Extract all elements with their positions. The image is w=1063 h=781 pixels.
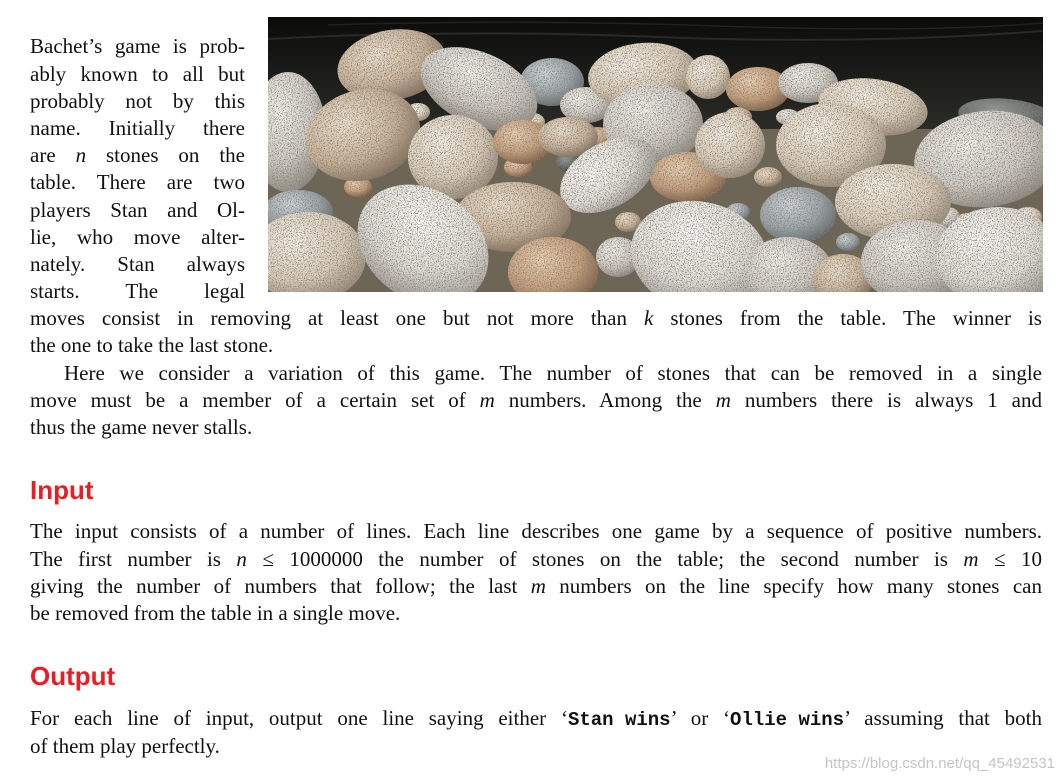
input-heading: Input bbox=[30, 475, 94, 505]
math-variable: n bbox=[236, 546, 247, 571]
watermark: https://blog.csdn.net/qq_45492531 bbox=[824, 755, 1055, 772]
text-run: nately. Stan always bbox=[30, 251, 245, 276]
math-variable: m bbox=[530, 573, 546, 598]
intro-line bbox=[30, 332, 1042, 359]
text-run: Bachet’s game is prob- bbox=[30, 34, 245, 59]
input-line bbox=[30, 573, 1042, 600]
intro-line bbox=[30, 61, 245, 88]
text-run: starts. The legal bbox=[30, 279, 245, 304]
text-run: probably not by this bbox=[30, 88, 245, 113]
statement-body bbox=[30, 33, 1042, 441]
intro-line bbox=[30, 278, 245, 305]
variation-line bbox=[30, 414, 1042, 441]
intro-line bbox=[30, 224, 245, 251]
text-run: ably known to all but bbox=[30, 61, 245, 86]
intro-line bbox=[30, 197, 245, 224]
math-variable: m bbox=[715, 387, 731, 412]
code-literal: Stan wins bbox=[567, 709, 671, 732]
intro-paragraph-beside-photo bbox=[30, 33, 1042, 305]
output-heading: Output bbox=[30, 661, 116, 691]
code-literal: Ollie wins bbox=[730, 709, 845, 732]
text-run: giving the number of numbers that follow; the last bbox=[30, 573, 531, 598]
text-run: be removed from the table in a single move. bbox=[30, 600, 401, 625]
text-run: stones from the table. The winner is bbox=[653, 306, 1042, 331]
variation-line bbox=[30, 360, 1042, 387]
text-run: name. Initially there bbox=[30, 115, 245, 140]
text-run: lie, who move alter- bbox=[30, 224, 245, 249]
text-run: ’ assuming that both bbox=[844, 706, 1043, 731]
intro-line bbox=[30, 169, 245, 196]
text-run: The first number is bbox=[30, 546, 237, 571]
intro-paragraph-below-photo bbox=[30, 305, 1042, 359]
text-run: move must be a member of a certain set of bbox=[30, 387, 480, 412]
intro-line bbox=[30, 33, 245, 60]
text-run: moves consist in removing at least one but not more than bbox=[30, 306, 644, 331]
math-variable: k bbox=[643, 306, 654, 331]
input-paragraph bbox=[30, 518, 1042, 627]
text-run: ’ or ‘ bbox=[670, 706, 731, 731]
output-line bbox=[30, 705, 1042, 732]
input-line bbox=[30, 600, 1042, 627]
text-run: players Stan and Ol- bbox=[30, 197, 245, 222]
text-run: of them play perfectly. bbox=[30, 733, 220, 758]
intro-line bbox=[30, 88, 245, 115]
text-run: thus the game never stalls. bbox=[30, 415, 253, 440]
math-variable: n bbox=[75, 143, 87, 168]
input-line bbox=[30, 518, 1042, 545]
text-run: ≤ 1000000 the number of stones on the table; the second number is bbox=[246, 546, 964, 571]
text-run: For each line of input, output one line saying either ‘ bbox=[30, 706, 568, 731]
text-run: ≤ 10 bbox=[978, 546, 1042, 571]
variation-line bbox=[30, 387, 1042, 414]
intro-line bbox=[30, 142, 245, 169]
intro-line bbox=[30, 115, 245, 142]
text-run: numbers there is always 1 and bbox=[730, 387, 1042, 412]
variation-paragraph bbox=[30, 360, 1042, 442]
text-run: The input consists of a number of lines. Each line describes one game by a sequence of positive numbers. bbox=[30, 519, 1042, 544]
intro-line bbox=[30, 305, 1042, 332]
text-run: the one to take the last stone. bbox=[30, 333, 274, 358]
output-paragraph bbox=[30, 705, 1042, 759]
text-run: stones on the bbox=[86, 143, 245, 168]
text-run: numbers on the line specify how many stones can bbox=[545, 573, 1042, 598]
math-variable: m bbox=[963, 546, 979, 571]
intro-line bbox=[30, 251, 245, 278]
input-line bbox=[30, 546, 1042, 573]
math-variable: m bbox=[479, 387, 495, 412]
text-run: table. There are two bbox=[30, 170, 245, 195]
text-run: numbers. Among the bbox=[494, 387, 716, 412]
text-run: Here we consider a variation of this game. The number of stones that can be removed in a single bbox=[64, 360, 1042, 385]
text-run: are bbox=[30, 143, 76, 168]
